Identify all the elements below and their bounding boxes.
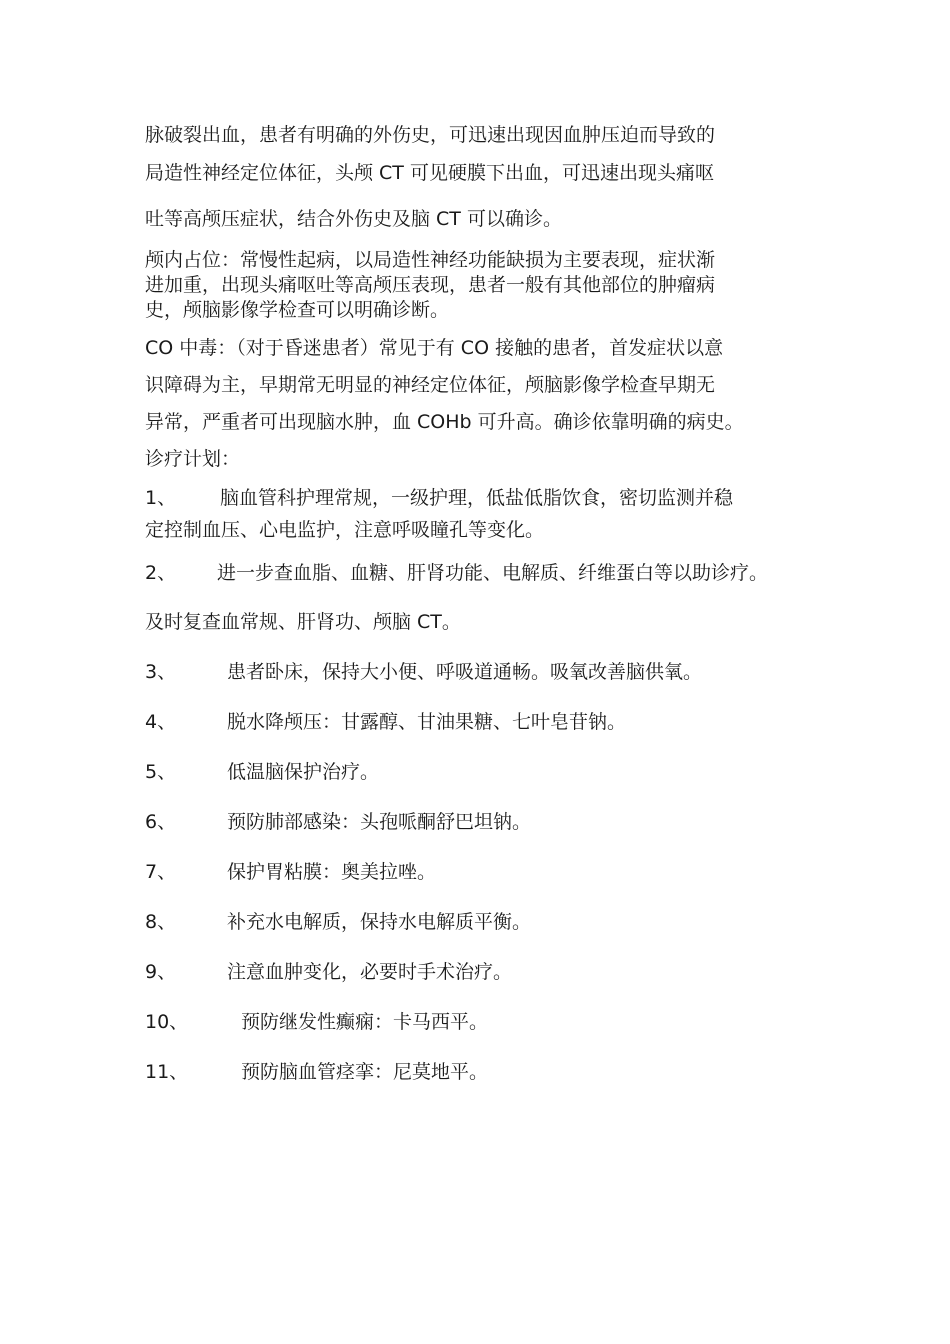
plan-item-7 — [145, 856, 835, 888]
paragraph-co-poisoning — [145, 332, 825, 443]
item-text: 注意血肿变化，必要时手术治疗。 — [227, 961, 513, 983]
item-text: 脑血管科护理常规，一级护理，低盐低脂饮食，密切监测并稳 — [220, 487, 734, 509]
item-number: 4、 — [145, 711, 177, 733]
item-number: 9、 — [145, 961, 177, 983]
paragraph-subdural-hematoma — [145, 120, 825, 242]
item-number: 10、 — [145, 1011, 189, 1033]
plan-item-3 — [145, 656, 835, 688]
plan-item-11 — [145, 1056, 835, 1088]
plan-item-6 — [145, 806, 835, 838]
text-line: 脉破裂出血，患者有明确的外伤史，可迅速出现因血肿压迫而导致的 — [145, 124, 716, 146]
item-text: 患者卧床，保持大小便、呼吸道通畅。吸氧改善脑供氧。 — [227, 661, 703, 683]
item-text: 低温脑保护治疗。 — [227, 761, 380, 783]
item-number: 7、 — [145, 861, 177, 883]
text-line: 颅内占位：常慢性起病，以局造性神经功能缺损为主要表现，症状渐 — [145, 249, 716, 271]
item-text: 预防脑血管痉挛：尼莫地平。 — [241, 1061, 489, 1083]
plan-item-9 — [145, 956, 835, 988]
item-text: 预防继发性癫痫：卡马西平。 — [241, 1011, 489, 1033]
paragraph-intracranial-mass — [145, 248, 825, 323]
plan-item-8 — [145, 906, 835, 938]
item-text: 补充水电解质，保持水电解质平衡。 — [227, 911, 532, 933]
plan-item-5 — [145, 756, 835, 788]
item-text: 进一步查血脂、血糖、肝肾功能、电解质、纤维蛋白等以助诊疗。 — [217, 562, 769, 584]
followup-line: 及时复查血常规、肝肾功、颅脑 CT。 — [145, 611, 461, 633]
item-number: 8、 — [145, 911, 177, 933]
text-line: 吐等高颅压症状，结合外伤史及脑 CT 可以确诊。 — [145, 208, 562, 230]
plan-item-1 — [145, 482, 835, 546]
item-number: 5、 — [145, 761, 177, 783]
item-text: 保护胃粘膜：奥美拉唑。 — [227, 861, 437, 883]
text-line: 识障碍为主，早期常无明显的神经定位体征，颅脑影像学检查早期无 — [145, 374, 716, 396]
plan-heading: 诊疗计划： — [145, 448, 241, 470]
text-line: 进加重，出现头痛呕吐等高颅压表现，患者一般有其他部位的肿瘤病 — [145, 274, 716, 296]
item-text: 脱水降颅压：甘露醇、甘油果糖、七叶皂苷钠。 — [227, 711, 627, 733]
text-line: CO 中毒：（对于昏迷患者）常见于有 CO 接触的患者，首发症状以意 — [145, 337, 724, 359]
item-text-continued: 定控制血压、心电监护，注意呼吸瞳孔等变化。 — [145, 519, 545, 541]
text-line: 史，颅脑影像学检查可以明确诊断。 — [145, 299, 450, 321]
plan-item-2 — [145, 557, 835, 589]
plan-item-4 — [145, 706, 835, 738]
text-line: 异常，严重者可出现脑水肿，血 COHb 可升高。确诊依靠明确的病史。 — [145, 411, 744, 433]
item-text: 预防肺部感染：头孢哌酮舒巴坦钠。 — [227, 811, 532, 833]
text-line: 局造性神经定位体征，头颅 CT 可见硬膜下出血，可迅速出现头痛呕 — [145, 162, 714, 184]
item-number: 2、 — [145, 562, 177, 584]
item-number: 1、 — [145, 487, 177, 509]
item-number: 3、 — [145, 661, 177, 683]
item-number: 6、 — [145, 811, 177, 833]
item-number: 11、 — [145, 1061, 189, 1083]
plan-item-10 — [145, 1006, 835, 1038]
